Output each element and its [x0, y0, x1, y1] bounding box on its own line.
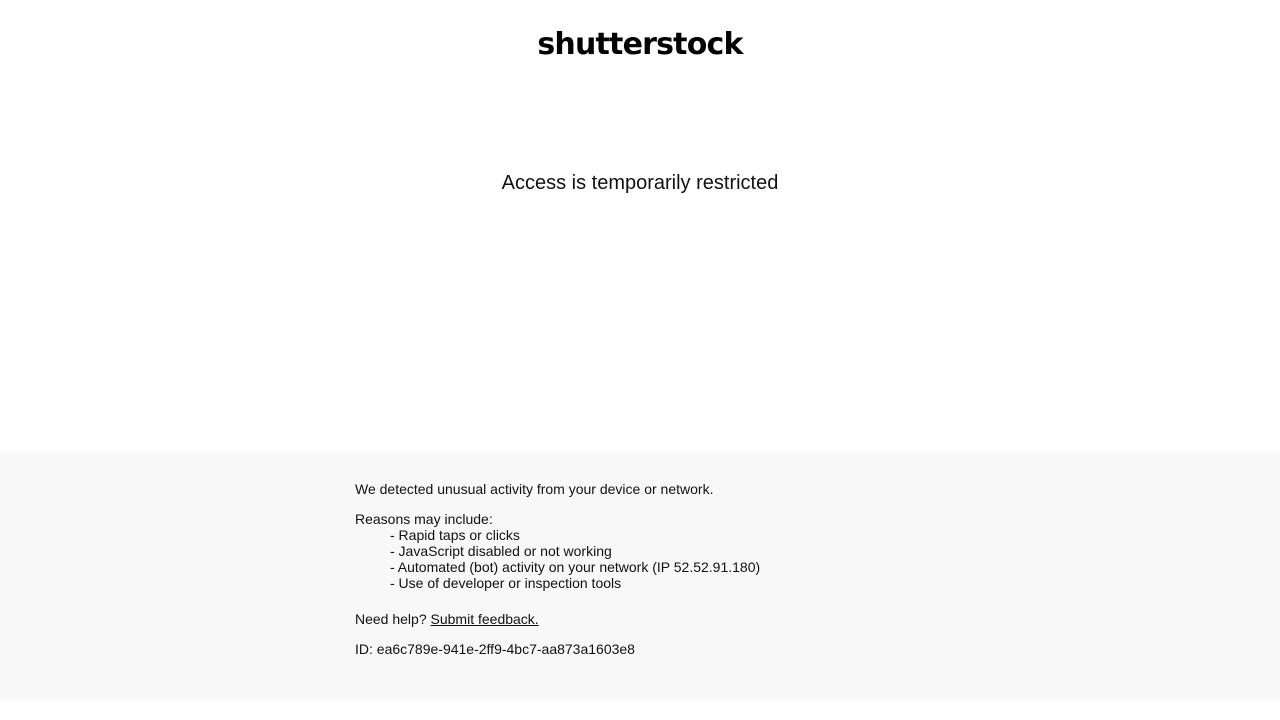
list-item: - Use of developer or inspection tools	[390, 575, 622, 591]
notice-intro: We detected unusual activity from your device or network.	[355, 481, 714, 497]
logo-text: shutterstock	[537, 27, 743, 62]
shutterstock-logo[interactable]	[537, 26, 742, 64]
notice-content	[355, 481, 955, 657]
notice-panel	[0, 451, 1280, 701]
request-id: ID: ea6c789e-941e-2ff9-4bc7-aa873a1603e8	[355, 641, 635, 657]
reasons-title: Reasons may include:	[355, 511, 493, 527]
list-item: - JavaScript disabled or not working	[390, 543, 612, 559]
help-line	[355, 611, 955, 627]
list-item: - Automated (bot) activity on your network (IP 52.52.91.180)	[390, 559, 761, 575]
page-title: Access is temporarily restricted	[501, 172, 779, 194]
list-item: - Rapid taps or clicks	[390, 527, 520, 543]
submit-feedback-link[interactable]: Submit feedback.	[430, 611, 539, 627]
header	[0, 26, 1280, 66]
reasons-list	[355, 527, 955, 591]
help-prefix: Need help?	[355, 611, 427, 627]
